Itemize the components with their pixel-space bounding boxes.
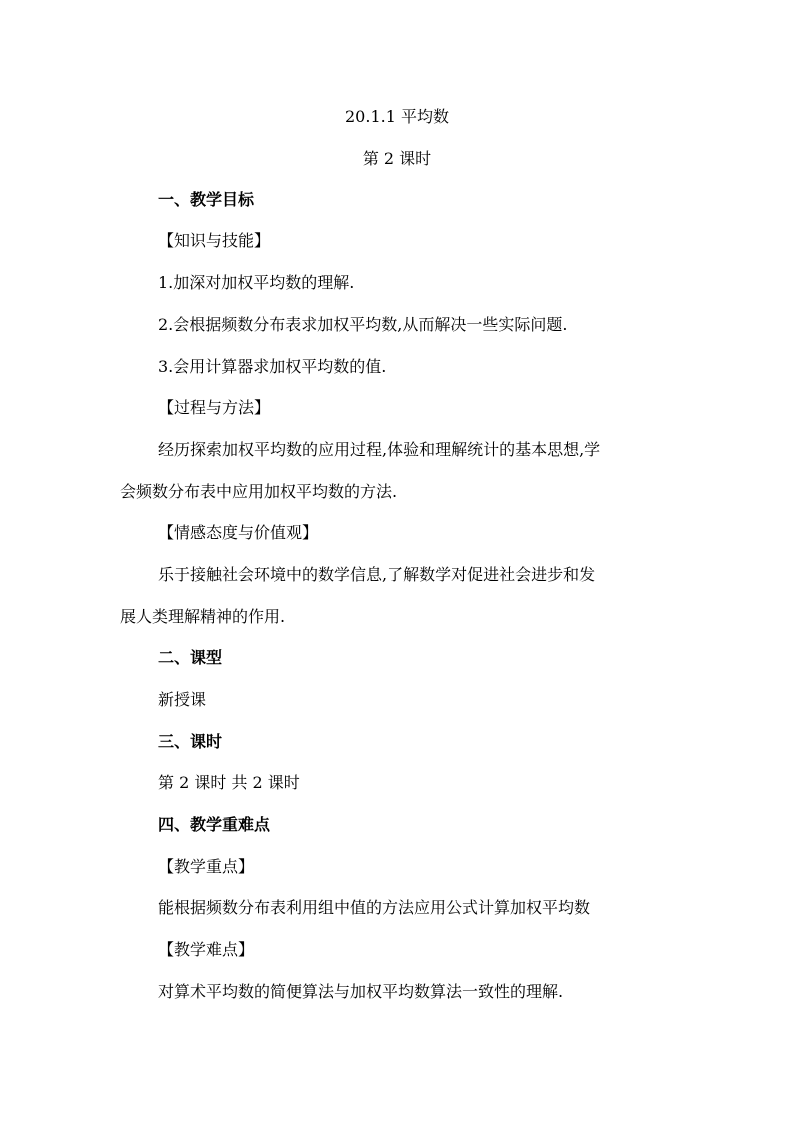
knowledge-item-3: 3.会用计算器求加权平均数的值. (158, 357, 387, 376)
subheading-process-methods: 【过程与方法】 (158, 398, 271, 417)
key-points-text: 能根据频数分布表利用组中值的方法应用公式计算加权平均数 (158, 898, 591, 917)
lesson-type-text: 新授课 (158, 690, 207, 709)
section-heading-key-difficult-points: 四、教学重难点 (158, 815, 271, 834)
class-hours-text: 第 2 课时 共 2 课时 (158, 773, 300, 792)
section-heading-objectives: 一、教学目标 (158, 190, 255, 209)
attitude-paragraph-line-2: 展人类理解精神的作用. (120, 607, 286, 626)
document-title: 20.1.1 平均数 (345, 107, 449, 126)
difficult-points-text: 对算术平均数的简便算法与加权平均数算法一致性的理解. (158, 982, 564, 1001)
document-subtitle: 第 2 课时 (362, 149, 432, 168)
subheading-knowledge-skills: 【知识与技能】 (158, 231, 271, 250)
process-paragraph-line-1: 经历探索加权平均数的应用过程,体验和理解统计的基本思想,学 (158, 440, 601, 459)
process-paragraph-line-2: 会频数分布表中应用加权平均数的方法. (120, 482, 398, 501)
attitude-paragraph-line-1: 乐于接触社会环境中的数学信息,了解数学对促进社会进步和发 (158, 565, 596, 584)
section-heading-lesson-type: 二、课型 (158, 648, 223, 667)
subheading-key-points: 【教学重点】 (158, 857, 255, 876)
knowledge-item-2: 2.会根据频数分布表求加权平均数,从而解决一些实际问题. (158, 315, 568, 334)
subheading-attitudes-values: 【情感态度与价值观】 (158, 523, 319, 542)
knowledge-item-1: 1.加深对加权平均数的理解. (158, 273, 355, 292)
subheading-difficult-points: 【教学难点】 (158, 940, 255, 959)
section-heading-class-hours: 三、课时 (158, 732, 223, 751)
